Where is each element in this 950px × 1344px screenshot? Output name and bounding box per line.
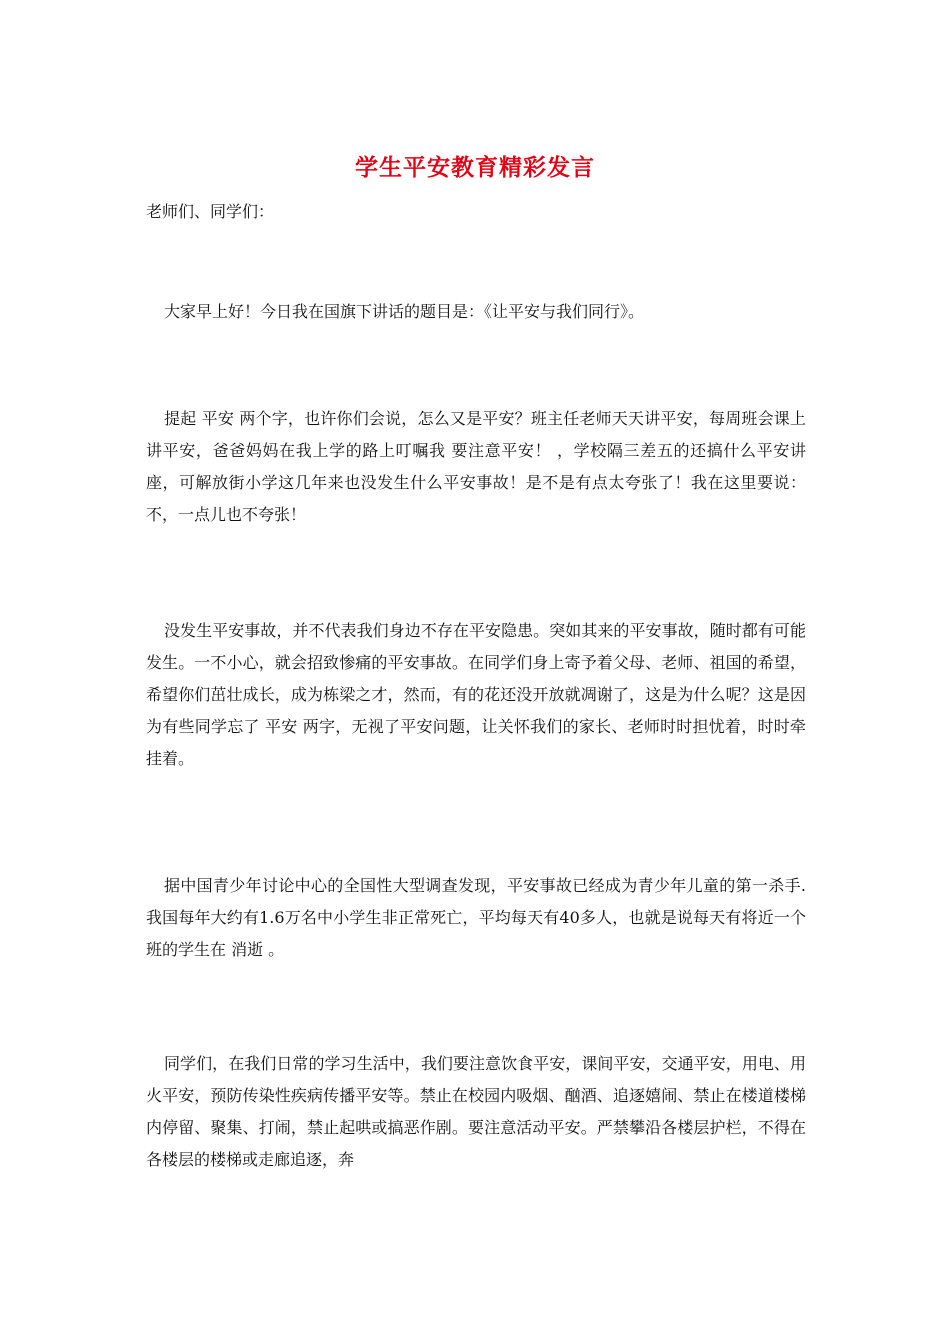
paragraph: 据中国青少年讨论中心的全国性大型调查发现，平安事故已经成为青少年儿童的第一杀手.我国每年大约有1.6万名中小学生非正常死亡，平均每天有40多人，也就是说每天有将近一个班的学生在 消逝 。 (146, 876, 806, 959)
paragraph: 提起 平安 两个字，也许你们会说，怎么又是平安？班主任老师天天讲平安，每周班会课上讲平安，爸爸妈妈在我上学的路上叮嘱我 要注意平安！ ，学校隔三差五的还搞什么平安讲座，可解放街小学这几年来也没发生什么平安事故！是不是有点太夸张了！我在这里要说： 不，一点儿也不夸张！ (146, 409, 806, 524)
salutation: 老师们、同学们： (146, 202, 275, 221)
paragraph: 大家早上好！今日我在国旗下讲话的题目是：《让平安与我们同行》。 (164, 302, 645, 321)
paragraph: 没发生平安事故，并不代表我们身边不存在平安隐患。突如其来的平安事故，随时都有可能发生。一不小心，就会招致惨痛的平安事故。在同学们身上寄予着父母、老师、祖国的希望，希望你们茁壮成长，成为栋梁之才，然而，有的花还没开放就凋谢了，这是为什么呢？这是因为有些同学忘了 平安 两字，无视了平安问题，让关怀我们的家长、老师时时担忧着，时时牵挂着。 (146, 621, 806, 768)
paragraph: 同学们，在我们日常的学习生活中，我们要注意饮食平安，课间平安，交通平安，用电、用火平安，预防传染性疾病传播平安等。禁止在校园内吸烟、酗酒、追逐嬉闹、禁止在楼道楼梯内停留、聚集、打闹，禁止起哄或搞恶作剧。要注意活动平安。严禁攀沿各楼层护栏，不得在各楼层的楼梯或走廊追逐，奔 (146, 1054, 806, 1169)
document-title: 学生平安教育精彩发言 (355, 154, 595, 181)
